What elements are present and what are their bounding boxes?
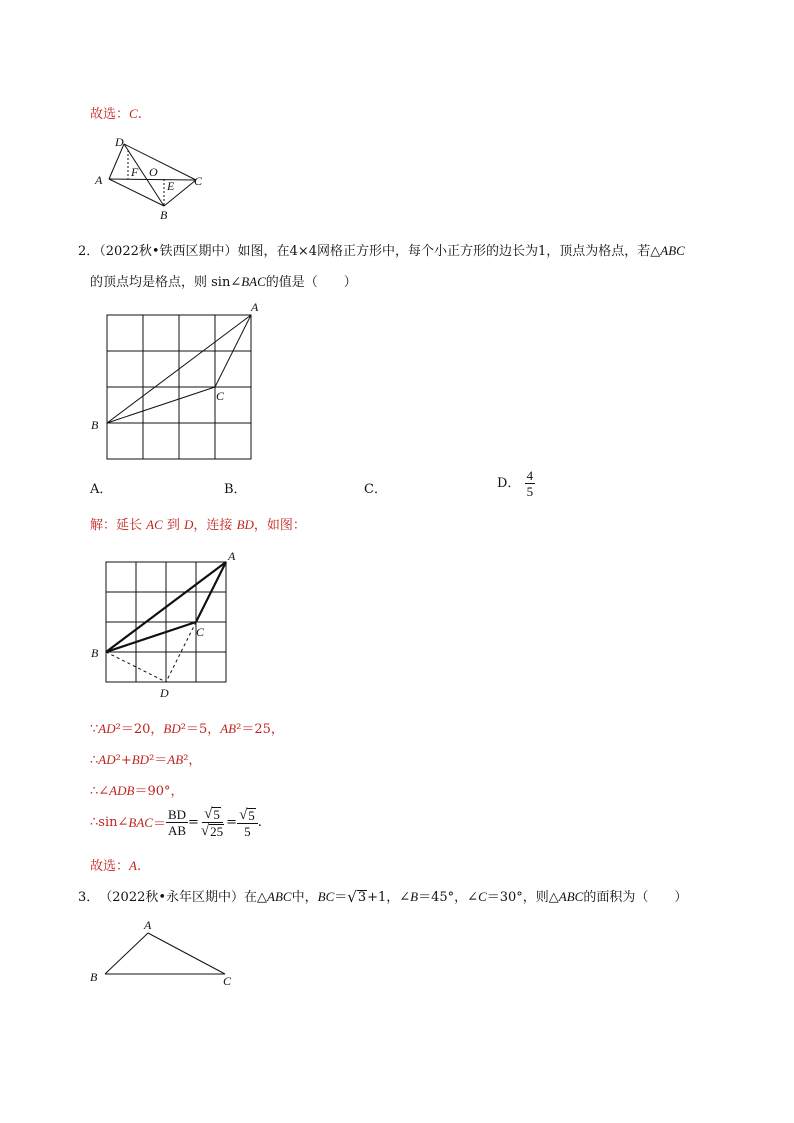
label-b: B [91, 418, 99, 432]
label-a: A [251, 300, 259, 314]
figure-triangle-q3 [86, 914, 246, 994]
figure-grid-q2 [86, 298, 266, 466]
label-a: A [144, 918, 152, 932]
grid-lines [107, 315, 251, 459]
label-b: B [90, 970, 98, 984]
q3-line1: 3． （2022秋•永年区期中） 在△ ABC 中， BC ＝ √ 3 +1，∠ B ＝45°，∠ C ＝30°，则△ ABC 的面积为（ ） [78, 888, 688, 906]
option-c[interactable]: C． [364, 482, 387, 497]
fraction-root5-root25: √ 5 √ 25 [200, 806, 224, 839]
solution-line3: ∴AD²+BD²＝AB²， [90, 752, 202, 768]
label-d: D [115, 135, 124, 149]
option-d[interactable]: D． $\frac{4}{5}$ [497, 468, 534, 499]
q2-line2: 的顶点均是格点，则 sin∠BAC的值是（ ） [90, 274, 357, 290]
edge-da [109, 144, 124, 179]
label-b: B [160, 208, 168, 222]
sqrt-3: √ 3 [347, 888, 367, 906]
solution-line4: ∴∠ADB＝90°， [90, 783, 184, 799]
label-c: C [196, 625, 205, 639]
grid-lines [106, 562, 226, 682]
label-o: O [149, 165, 158, 179]
solution-answer: 故选：A. [90, 858, 142, 874]
figure-grid-solution [86, 546, 246, 706]
label-c: C [194, 174, 203, 188]
option-a[interactable]: A． [90, 482, 113, 497]
solution-line1: 解：延长 AC 到 D，连接 BD，如图： [90, 517, 306, 533]
figure-quadrilateral [90, 132, 220, 224]
label-a: A [95, 173, 103, 187]
fraction-root5-5: √ 5 5 [237, 807, 258, 839]
label-c: C [216, 389, 225, 403]
label-c: C [223, 974, 232, 988]
label-a: A [228, 549, 236, 563]
diagonal-ac [109, 179, 196, 180]
option-b[interactable]: B． [224, 482, 247, 497]
label-b: B [91, 646, 99, 660]
fraction-bd-ab: $\frac{BD}{AB}$ [167, 807, 187, 838]
solution-line2: ∵AD²＝20，BD²＝5，AB²＝25， [90, 721, 284, 737]
triangle-abc [105, 933, 225, 974]
fraction-4-5: $\frac{4}{5}$ [526, 468, 534, 499]
label-f: F [131, 165, 139, 179]
label-e: E [167, 179, 175, 193]
solution-line5: ∴sin∠ BAC ＝ $\frac{BD}{AB}$ = √ 5 √ 25 = √ 5 5 . [90, 806, 262, 839]
label-d: D [160, 686, 169, 700]
prev-answer: 故选：C. [90, 106, 142, 122]
q2-line1: 2．（2022秋•铁西区期中）如图，在4×4网格正方形中，每个小正方形的边长为1，顶点为格点，若△ABC [78, 243, 685, 259]
